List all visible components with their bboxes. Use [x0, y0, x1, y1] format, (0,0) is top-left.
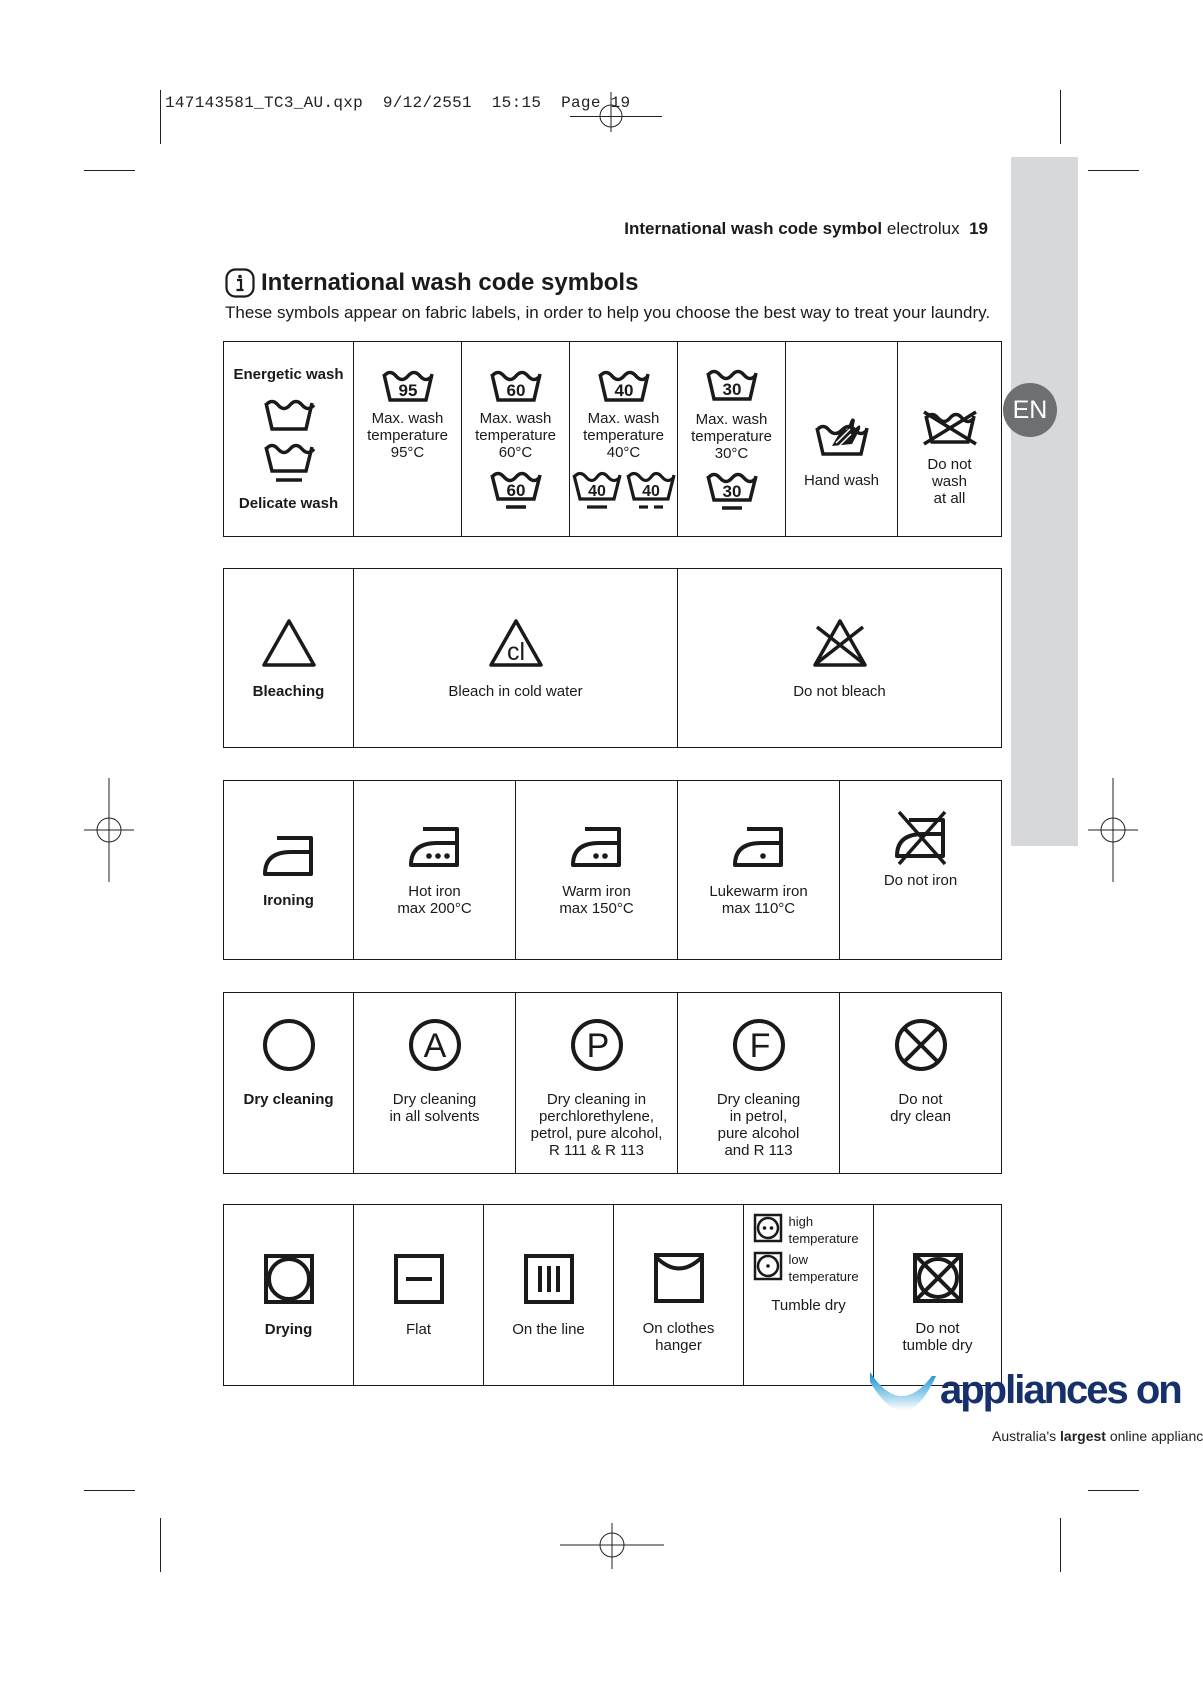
page-number: 19	[969, 219, 988, 238]
flat-dry-cell	[354, 1205, 484, 1386]
label-line: Dry cleaning in	[546, 1091, 647, 1108]
drying-header-cell	[224, 1205, 354, 1386]
wash-temp-number: 40	[587, 483, 606, 500]
crop-mark	[84, 170, 135, 171]
info-icon	[225, 268, 255, 298]
running-head	[624, 219, 988, 239]
delicate-wash-icon	[263, 441, 315, 485]
slug-page: Page 19	[561, 94, 631, 112]
wash-temp-cell-30	[678, 342, 786, 537]
do-not-dry-clean-label	[890, 1091, 951, 1125]
do-not-dry-clean-cell	[840, 993, 1002, 1174]
crop-mark	[160, 1518, 161, 1572]
label-line: perchlorethylene,	[538, 1108, 655, 1125]
wash-temp-label	[583, 410, 664, 461]
do-not-wash-label	[927, 456, 971, 507]
dry-cleaning-label: Dry cleaning	[243, 1091, 334, 1108]
label-line: 95°C	[390, 444, 425, 461]
label-line: high	[788, 1214, 814, 1229]
crop-mark	[1088, 170, 1139, 171]
hand-wash-label: Hand wash	[803, 471, 880, 489]
label-line: Hot iron	[408, 883, 461, 900]
label-line: Lukewarm iron	[709, 883, 808, 900]
label-line: temperature	[691, 428, 772, 445]
flat-dry-label: Flat	[405, 1320, 431, 1338]
tumble-high-row	[753, 1213, 865, 1247]
dry-cleaning-header-cell	[224, 993, 354, 1174]
label-line: pure alcohol	[717, 1125, 800, 1142]
bleaching-table	[223, 568, 1002, 748]
label-line: R 111 & R 113	[548, 1142, 645, 1159]
tumble-low-row	[753, 1251, 865, 1285]
iron-icon	[261, 832, 317, 878]
label-line: Dry cleaning	[392, 1091, 477, 1108]
tumble-dry-label: Tumble dry	[771, 1297, 846, 1314]
line-dry-cell	[484, 1205, 614, 1386]
label-line: temperature	[583, 427, 664, 444]
drying-table	[223, 1204, 1002, 1386]
label-line: Max. wash	[587, 410, 660, 427]
crop-mark	[84, 1490, 135, 1491]
language-tab: EN	[1003, 383, 1057, 437]
hanger-dry-label	[643, 1320, 715, 1354]
bleaching-label: Bleaching	[252, 682, 325, 700]
running-head-brand: electrolux	[886, 219, 960, 238]
tumble-low-label	[789, 1251, 859, 1285]
dry-clean-p-cell	[516, 993, 678, 1174]
label-line: dry clean	[890, 1108, 951, 1125]
crop-mark	[160, 90, 161, 144]
do-not-bleach-cell	[678, 569, 1002, 748]
dry-clean-circle-icon	[261, 1017, 317, 1073]
do-not-iron-label: Do not iron	[883, 871, 958, 889]
logo-swoosh-icon	[870, 1372, 940, 1442]
warm-iron-cell	[516, 781, 678, 960]
label-line: temperature	[475, 427, 556, 444]
wash-temp-number: 60	[506, 381, 525, 400]
wash-temp-cell-60	[462, 342, 570, 537]
crop-mark	[1088, 1490, 1139, 1491]
solvent-letter: P	[586, 1027, 609, 1065]
wash-60-icon	[489, 366, 543, 404]
intro-text: These symbols appear on fabric labels, in order to help you choose the best way to treat your laundry.	[225, 303, 991, 322]
tagline-pre: Australia's	[992, 1428, 1061, 1444]
do-not-dry-clean-icon	[893, 1017, 949, 1073]
energetic-wash-label: Energetic wash	[233, 366, 344, 383]
side-tab-bar	[1011, 157, 1078, 846]
washing-header-cell	[224, 342, 354, 537]
wash-40-very-delicate-icon	[625, 467, 677, 511]
running-head-title: International wash code symbol	[624, 219, 883, 238]
wash-temp-number: 40	[641, 483, 660, 500]
label-line: 30°C	[714, 445, 749, 462]
wash-temp-cell-40	[570, 342, 678, 537]
logo-tagline	[992, 1428, 1203, 1444]
wash-temp-label	[367, 410, 448, 461]
registration-mark-bottom	[560, 1523, 664, 1569]
label-line: temperature	[788, 1231, 859, 1246]
wash-temp-number: 95	[398, 381, 417, 400]
bleach-cl-icon	[487, 617, 545, 669]
dry-clean-p-label	[531, 1091, 663, 1159]
print-slug	[165, 94, 630, 112]
wash-95-icon	[381, 366, 435, 404]
label-line: temperature	[788, 1269, 859, 1284]
logo-wordmark: appliances on	[940, 1368, 1181, 1412]
wash-temp-number: 60	[506, 481, 525, 500]
bleach-triangle-icon	[260, 617, 318, 669]
label-line: Max. wash	[479, 410, 552, 427]
registration-mark-right	[1088, 778, 1138, 882]
lukewarm-iron-label	[709, 883, 807, 917]
appliances-online-logo	[870, 1368, 1203, 1452]
wash-temp-number: 30	[722, 482, 741, 501]
label-line: temperature	[367, 427, 448, 444]
label-line: Max. wash	[695, 411, 768, 428]
dry-clean-a-icon	[407, 1017, 463, 1073]
label-line: in all solvents	[389, 1108, 480, 1125]
ironing-header-cell	[224, 781, 354, 960]
wash-temp-number: 30	[722, 380, 741, 399]
solvent-letter: A	[423, 1027, 446, 1065]
bleach-cold-label: Bleach in cold water	[448, 682, 583, 700]
dry-clean-a-cell	[354, 993, 516, 1174]
do-not-bleach-icon	[811, 617, 869, 669]
crop-mark	[1060, 90, 1061, 144]
drying-square-icon	[263, 1253, 315, 1305]
iron-two-dots-icon	[569, 823, 625, 869]
tumble-high-label	[789, 1213, 859, 1247]
label-line: Warm iron	[562, 883, 631, 900]
wash-60-delicate-icon	[489, 467, 543, 511]
tumble-high-icon	[753, 1213, 783, 1243]
label-line: at all	[933, 489, 966, 507]
do-not-bleach-label: Do not bleach	[793, 682, 886, 700]
ironing-label: Ironing	[263, 891, 314, 909]
label-line: tumble dry	[902, 1337, 973, 1354]
slug-date: 9/12/2551	[382, 94, 472, 112]
delicate-wash-label: Delicate wash	[238, 495, 339, 512]
tumble-dry-cell	[744, 1205, 874, 1386]
ironing-table	[223, 780, 1002, 960]
energetic-wash-icon	[263, 395, 315, 435]
label-line: Do not	[915, 1320, 960, 1337]
hot-iron-cell	[354, 781, 516, 960]
dry-clean-f-label	[717, 1091, 800, 1159]
label-line: in petrol,	[729, 1108, 788, 1125]
wash-temp-label	[691, 411, 772, 462]
wash-40-icon	[597, 366, 651, 404]
hand-wash-icon	[814, 410, 870, 460]
flat-dry-icon	[393, 1253, 445, 1305]
bleaching-header-cell	[224, 569, 354, 748]
wash-30-icon	[705, 365, 759, 403]
hand-wash-cell	[786, 342, 898, 537]
wash-temp-label	[475, 410, 556, 461]
label-line: max 110°C	[721, 900, 796, 917]
do-not-iron-cell	[840, 781, 1002, 960]
page-title	[225, 268, 638, 298]
wash-40-delicate-icon	[571, 467, 623, 511]
bleach-cold-cell	[354, 569, 678, 748]
lukewarm-iron-cell	[678, 781, 840, 960]
hot-iron-label	[397, 883, 471, 917]
do-not-wash-cell	[898, 342, 1002, 537]
label-line: On clothes	[642, 1320, 715, 1337]
label-line: and R 113	[724, 1142, 793, 1159]
dry-clean-a-label	[389, 1091, 479, 1125]
label-line: 60°C	[498, 444, 533, 461]
label-line: low	[788, 1252, 809, 1267]
label-line: hanger	[655, 1337, 702, 1354]
warm-iron-label	[559, 883, 633, 917]
do-not-tumble-icon	[912, 1252, 964, 1304]
crop-mark	[1060, 1518, 1061, 1572]
label-line: Max. wash	[371, 410, 444, 427]
wash-temp-cell-95	[354, 342, 462, 537]
label-line: Do not	[927, 455, 972, 473]
hanger-dry-cell	[614, 1205, 744, 1386]
do-not-wash-icon	[920, 408, 980, 448]
wash-30-delicate-icon	[705, 468, 759, 512]
tagline-bold: largest	[1060, 1428, 1106, 1444]
drying-label: Drying	[264, 1320, 313, 1338]
line-dry-label: On the line	[512, 1320, 585, 1338]
hanger-dry-icon	[653, 1252, 705, 1304]
do-not-iron-icon	[893, 808, 949, 866]
solvent-letter: F	[749, 1027, 770, 1065]
label-line: Do not	[898, 1091, 943, 1108]
dry-clean-p-icon	[569, 1017, 625, 1073]
iron-one-dot-icon	[731, 823, 787, 869]
label-line: 40°C	[606, 444, 641, 461]
label-line: Dry cleaning	[716, 1091, 801, 1108]
do-not-tumble-cell	[874, 1205, 1002, 1386]
line-dry-icon	[523, 1253, 575, 1305]
tumble-low-icon	[753, 1251, 783, 1281]
registration-mark-left	[84, 778, 134, 882]
tagline-post: online applianc	[1105, 1428, 1203, 1444]
cl-text: cl	[506, 637, 525, 666]
iron-three-dots-icon	[407, 823, 463, 869]
wash-temp-number: 40	[614, 381, 633, 400]
label-line: max 200°C	[397, 900, 472, 917]
label-line: wash	[931, 472, 967, 490]
do-not-tumble-label	[902, 1320, 972, 1354]
dry-clean-f-cell	[678, 993, 840, 1174]
label-line: petrol, pure alcohol,	[530, 1125, 663, 1142]
dry-clean-f-icon	[731, 1017, 787, 1073]
page-title-text: International wash code symbols	[261, 269, 639, 296]
slug-file: 147143581_TC3_AU.qxp	[165, 94, 364, 112]
dry-cleaning-table	[223, 992, 1002, 1174]
label-line: max 150°C	[559, 900, 634, 917]
washing-table	[223, 341, 1002, 537]
slug-time: 15:15	[491, 94, 542, 112]
